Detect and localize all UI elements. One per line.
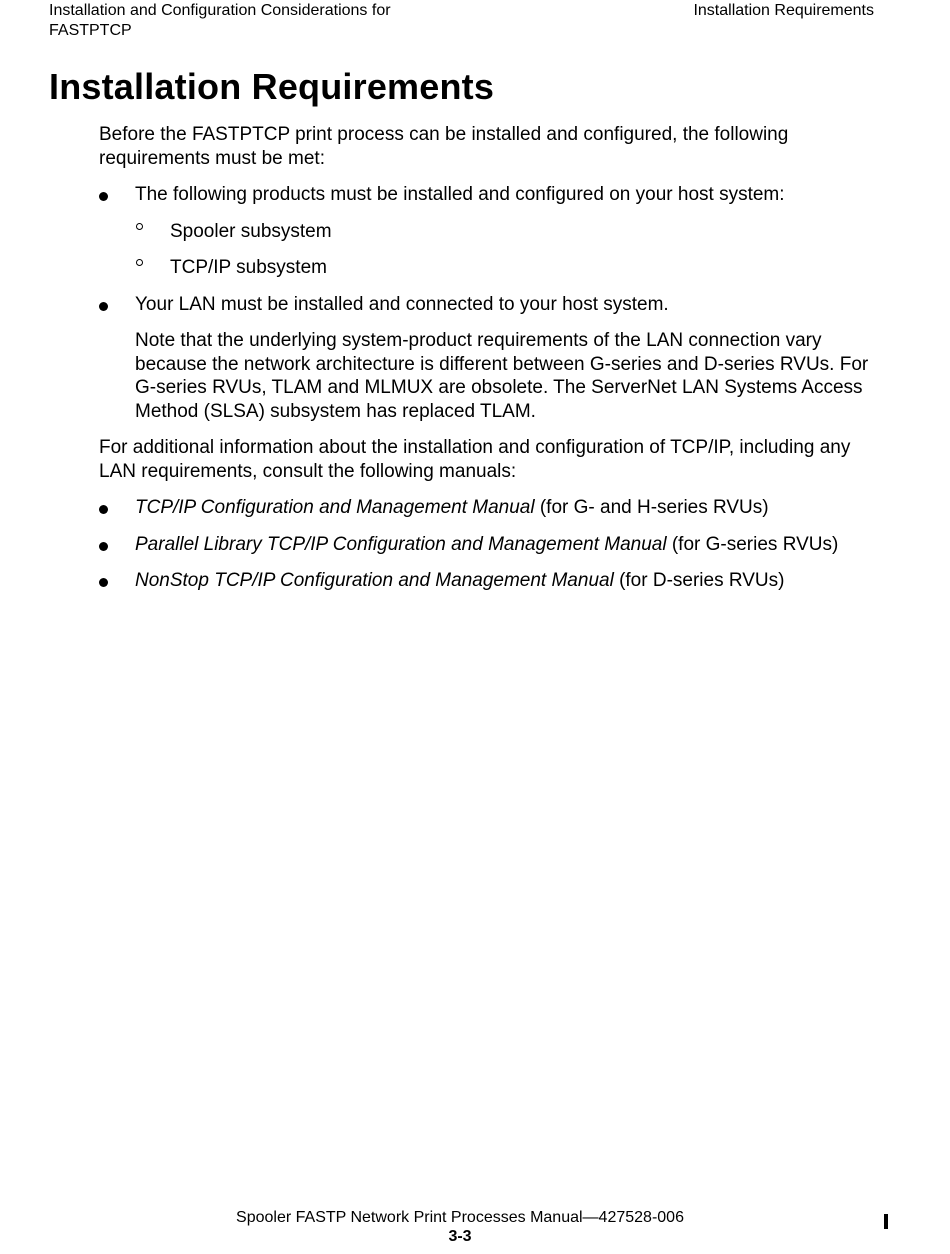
sub-item-spooler	[99, 220, 869, 244]
sub-item-text: TCP/IP subsystem	[170, 257, 327, 278]
bullet-icon	[99, 302, 108, 311]
manual-scope: (for G- and H-series RVUs)	[534, 497, 769, 518]
header-chapter-line2: FASTPTCP	[49, 22, 132, 39]
footer-manual-title: Spooler FASTP Network Print Processes Manual—427528-006	[236, 1209, 684, 1226]
sub-bullet-icon	[136, 223, 143, 230]
requirement-text: Your LAN must be installed and connected to your host system.	[135, 293, 669, 315]
lan-note-paragraph: Note that the underlying system-product requirements of the LAN connection vary because the network architecture is different between G-series and D-series RVUs. For G-series RVUs, TLAM and MLMUX are obsolete. The ServerNet LAN Systems Access Method (SLSA) subsystem has replaced TLAM.	[135, 330, 869, 422]
bullet-icon	[99, 505, 108, 514]
running-header-chapter	[49, 1, 469, 41]
change-bar	[884, 1214, 888, 1229]
bullet-icon	[99, 578, 108, 587]
requirement-item-lan	[99, 293, 869, 317]
manual-item	[99, 533, 869, 557]
requirement-item-products	[99, 183, 869, 207]
page-title: Installation Requirements	[49, 66, 495, 107]
requirement-text: The following products must be installed and configured on your host system:	[135, 184, 785, 205]
running-header-section: Installation Requirements	[693, 2, 874, 19]
manual-item	[99, 496, 869, 520]
page-number: 3-3	[448, 1228, 472, 1245]
manual-title: NonStop TCP/IP Configuration and Management Manual	[135, 570, 614, 591]
header-chapter-line1: Installation and Configuration Considerations for	[49, 2, 391, 19]
manual-scope: (for D-series RVUs)	[613, 570, 785, 591]
sub-item-tcpip	[99, 256, 869, 280]
manual-item	[99, 569, 869, 593]
bullet-icon	[99, 192, 108, 201]
body-content	[99, 123, 869, 606]
manual-title: TCP/IP Configuration and Management Manual	[135, 497, 535, 518]
manual-title: Parallel Library TCP/IP Configuration and Management Manual	[135, 533, 667, 555]
additional-info-paragraph: For additional information about the installation and configuration of TCP/IP, including any LAN requirements, consult the following manuals:	[99, 437, 851, 482]
sub-item-text: Spooler subsystem	[170, 220, 332, 242]
sub-bullet-icon	[136, 259, 143, 266]
bullet-icon	[99, 542, 108, 551]
intro-paragraph: Before the FASTPTCP print process can be installed and configured, the following requirements must be met:	[99, 124, 789, 169]
page-footer	[0, 1208, 920, 1246]
manual-scope: (for G-series RVUs)	[666, 533, 839, 555]
